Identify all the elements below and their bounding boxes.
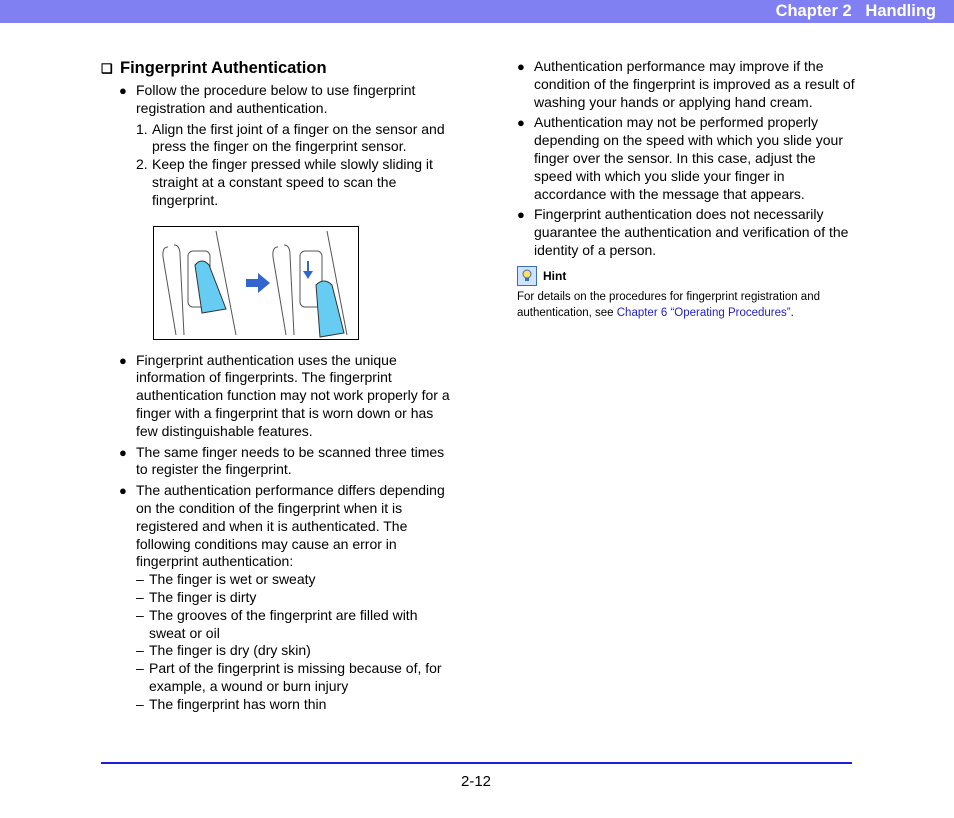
bullet-icon: ● [517,115,525,131]
condition-item [101,696,457,714]
condition-text: The finger is dirty [149,588,257,605]
condition-item [101,642,457,660]
bullet-text: The same finger needs to be scanned three times to register the fingerprint. [136,443,445,478]
bullet-icon: ● [119,352,127,368]
lightbulb-icon [517,266,537,286]
hint-label: Hint [543,268,567,283]
bullet-icon: ● [119,444,127,460]
fingerprint-slide-illustration [153,226,359,340]
device-edge-left [174,245,184,335]
condition-text: The grooves of the fingerprint are filled with sweat or oil [149,606,418,641]
bullet-wash-hands [517,58,857,111]
finger-slide-drawing [154,227,358,339]
condition-text: The finger is wet or sweaty [149,571,316,588]
bullet-text: Authentication may not be performed properly depending on the speed with which you slide your finger over the sensor. In this case, adjust the speed with which you slide your finger in accordance with the message that appears. [534,114,843,202]
bullet-performance-differs [101,482,457,571]
bullet-text: Fingerprint authentication does not necessarily guarantee the authentication and verification of the identity of a person. [534,206,849,258]
bullet-text: Fingerprint authentication uses the unique information of fingerprints. The fingerprint authentication function may not work properly for a finger with a fingerprint that is worn down or has few distinguishable features. [136,351,450,439]
condition-item [101,660,457,696]
bullet-icon: ● [517,59,525,74]
bullet-text: Follow the procedure below to use fingerprint registration and authentication. [136,82,416,116]
device-edge-right [284,245,294,335]
condition-text: The finger is dry (dry skin) [149,642,311,659]
finger-left [195,261,226,313]
bullet-text: The authentication performance differs depending on the condition of the fingerprint when it is registered and when it is authenticated. The following conditions may cause an error in fingerprint authentication: [136,482,445,570]
dash-icon: – [136,571,144,588]
hint-text [517,289,857,321]
bullet-procedure [101,82,457,118]
chapter-header-bar [0,0,954,23]
step-number: 2. [136,156,148,173]
condition-text: Part of the fingerprint is missing because of, for example, a wound or burn injury [149,660,442,694]
dash-icon: – [136,642,144,659]
step-2 [101,156,457,209]
chapter-6-link[interactable]: Chapter 6 “Operating Procedures” [616,306,791,319]
section-heading-text: Fingerprint Authentication [120,59,327,77]
condition-item [101,571,457,589]
page-number: 2-12 [461,773,492,790]
right-arrow-icon [246,273,270,293]
step-text: Align the first joint of a finger on the sensor and press the finger on the fingerprint sensor. [152,120,445,155]
down-arrow-icon [303,271,313,279]
dash-icon: – [136,588,144,605]
left-column [101,58,457,714]
bullet-text: Authentication performance may improve if the condition of the fingerprint is improved as a result of washing your hands or applying hand cream. [534,58,855,110]
finger-right [316,281,344,337]
bullet-icon: ● [517,207,525,223]
bullet-icon: ● [119,83,127,98]
dash-icon: – [136,660,144,677]
step-1 [101,121,457,157]
chapter-title: Chapter 2 Handling [775,2,936,20]
hint-text-after: . [790,306,794,319]
hint-text-before: For details on the procedures for fingerprint registration and authentication, see [517,290,820,319]
checkbox-icon: ❏ [101,60,113,76]
bullet-no-guarantee [517,206,857,259]
condition-text: The fingerprint has worn thin [149,695,327,712]
device-outline-left [163,247,176,335]
hint-header [517,266,857,286]
dash-icon: – [136,606,144,623]
bullet-scan-three-times [101,444,457,480]
device-outline-right [273,247,286,335]
bullet-icon: ● [119,483,127,499]
condition-item [101,607,457,643]
step-text: Keep the finger pressed while slowly sliding it straight at a constant speed to scan the fingerprint. [152,156,433,208]
bullet-slide-speed [517,114,857,203]
bullet-unique-information [101,352,457,441]
step-number: 1. [136,120,148,137]
device-side-left [216,231,236,335]
dash-icon: – [136,695,144,712]
footer-divider [101,762,852,764]
condition-item [101,589,457,607]
right-column [517,58,857,321]
section-heading [101,59,457,78]
